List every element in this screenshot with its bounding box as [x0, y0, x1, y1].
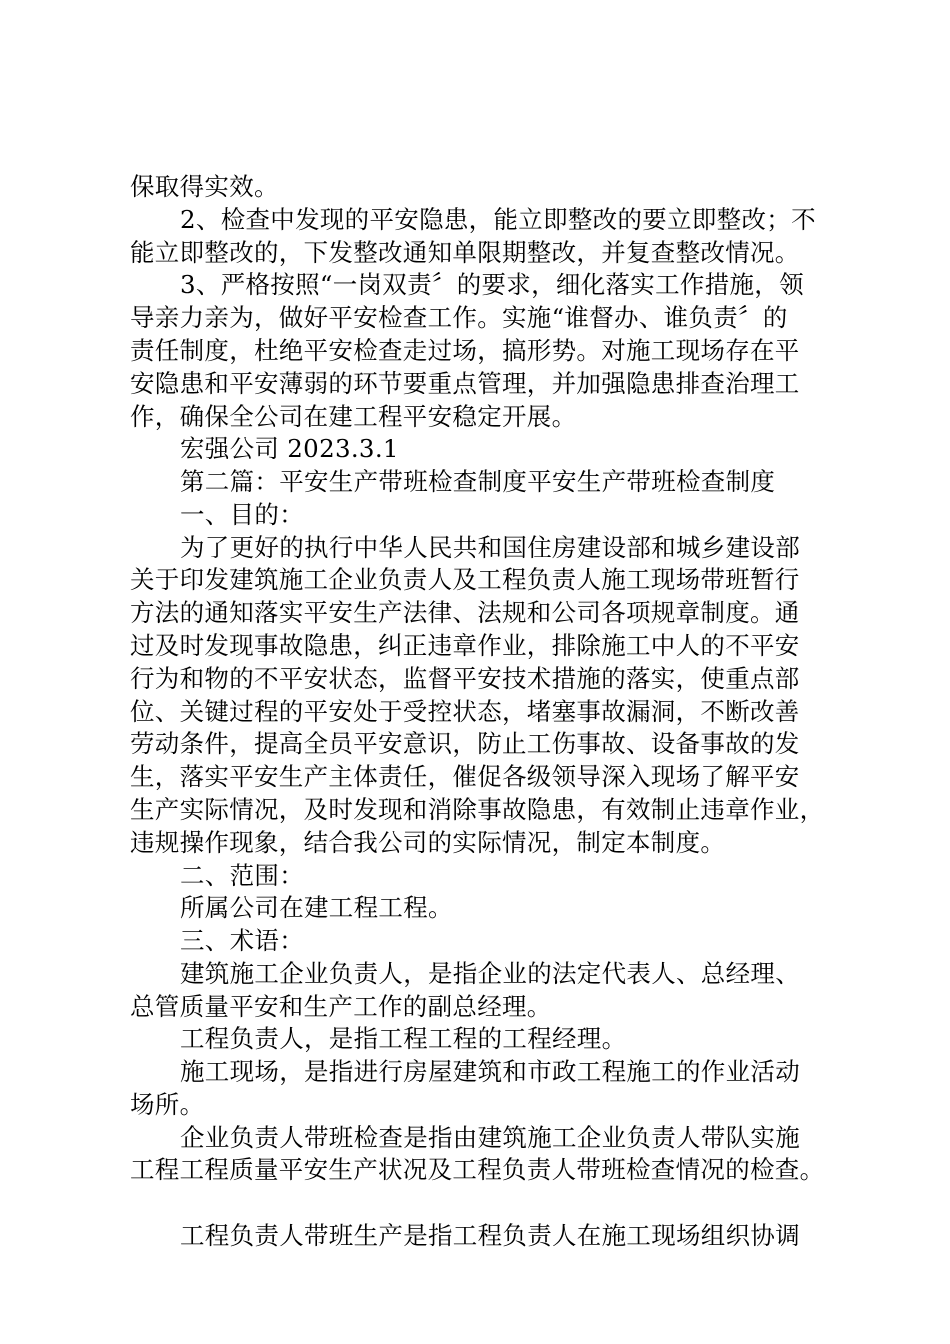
text-line: 总管质量平安和生产工作的副总经理。 — [130, 992, 552, 1021]
text-line: 导亲力亲为，做好平安检查工作。实施“谁督办、谁负责〞的 — [130, 303, 788, 332]
text-line: 工程工程质量平安生产状况及工程负责人带班检查情况的检查。 — [130, 1155, 825, 1184]
text-line: 方法的通知落实平安生产法律、法规和公司各项规章制度。通 — [130, 598, 800, 627]
text-line: 2、检查中发现的平安隐患，能立即整改的要立即整改；不 — [180, 205, 816, 234]
section-heading: 三、术语： — [180, 926, 304, 955]
text-line: 行为和物的不平安状态，监督平安技术措施的落实，使重点部 — [130, 664, 800, 693]
text-line: 生产实际情况，及时发现和消除事故隐患，有效制止违章作业， — [130, 795, 825, 824]
text-line: 违规操作现象，结合我公司的实际情况，制定本制度。 — [130, 828, 726, 857]
text-line: 3、严格按照“一岗双责〞的要求，细化落实工作措施，领 — [180, 270, 804, 299]
text-line: 关于印发建筑施工企业负责人及工程负责人施工现场带班暂行 — [130, 565, 800, 594]
text-line: 施工现场，是指进行房屋建筑和市政工程施工的作业活动 — [180, 1057, 800, 1086]
text-line: 建筑施工企业负责人，是指企业的法定代表人、总经理、 — [180, 959, 800, 988]
text-line: 保取得实效。 — [130, 172, 279, 201]
text-line: 作，确保全公司在建工程平安稳定开展。 — [130, 402, 577, 431]
text-line: 工程负责人带班生产是指工程负责人在施工现场组织协调 — [180, 1221, 800, 1250]
text-line: 责任制度，杜绝平安检查走过场，搞形势。对施工现场存在平 — [130, 336, 800, 365]
text-line: 企业负责人带班检查是指由建筑施工企业负责人带队实施 — [180, 1123, 800, 1152]
text-line: 生，落实平安生产主体责任，催促各级领导深入现场了解平安 — [130, 762, 800, 791]
section-heading: 二、范围： — [180, 861, 304, 890]
text-line: 安隐患和平安薄弱的环节要重点管理，并加强隐患排查治理工 — [130, 369, 800, 398]
text-line: 劳动条件，提高全员平安意识，防止工伤事故、设备事故的发 — [130, 729, 800, 758]
text-line: 所属公司在建工程工程。 — [180, 893, 453, 922]
text-line: 能立即整改的，下发整改通知单限期整改，并复查整改情况。 — [130, 238, 800, 267]
text-line: 工程负责人，是指工程工程的工程经理。 — [180, 1024, 627, 1053]
signature-date: 宏强公司 2023.3.1 — [180, 434, 399, 463]
text-line: 场所。 — [130, 1090, 205, 1119]
text-line: 过及时发现事故隐患，纠正违章作业，排除施工中人的不平安 — [130, 631, 800, 660]
section-heading: 一、目的： — [180, 500, 304, 529]
text-line: 位、关键过程的平安处于受控状态，堵塞事故漏洞，不断改善 — [130, 697, 800, 726]
section-title: 第二篇：平安生产带班检查制度平安生产带班检查制度 — [180, 467, 776, 496]
text-line: 为了更好的执行中华人民共和国住房建设部和城乡建设部 — [180, 533, 800, 562]
